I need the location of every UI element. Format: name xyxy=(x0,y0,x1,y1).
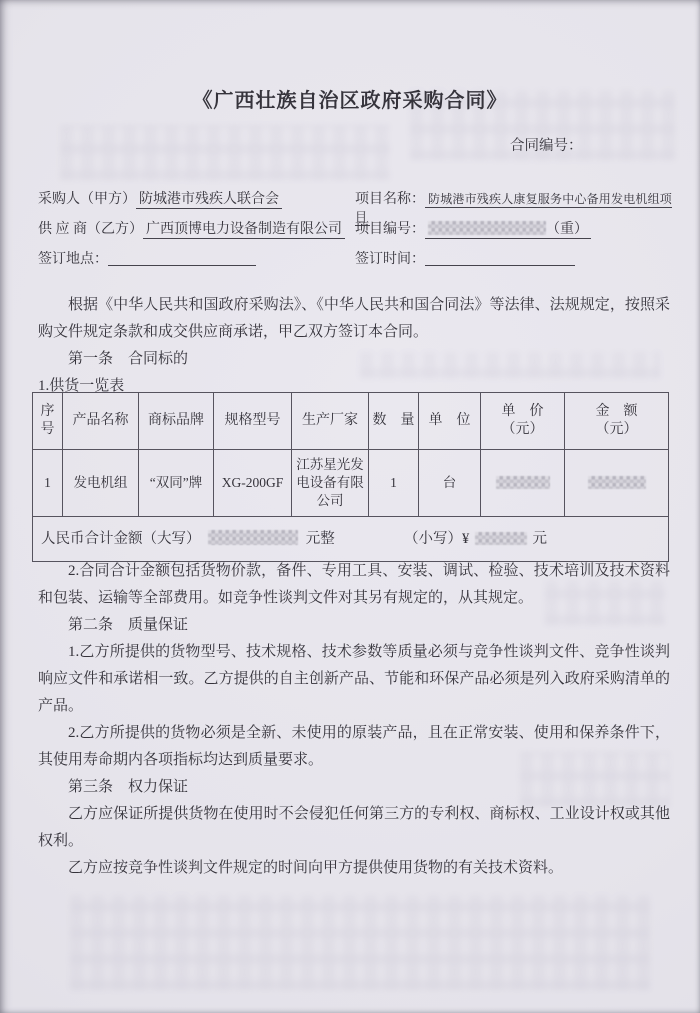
sign-time-blank xyxy=(425,251,575,266)
sign-place-label: 签订地点： xyxy=(38,252,108,267)
supplier-line xyxy=(38,218,355,238)
col-header-qty: 数 量 xyxy=(369,393,419,450)
total-amount-cell xyxy=(33,517,669,562)
supplier-label: 供 应 商（乙方） xyxy=(38,222,143,237)
col-header-unit: 单 位 xyxy=(419,393,481,450)
censored-amount-figures xyxy=(475,532,527,545)
clauses-block xyxy=(38,558,670,882)
bleed-through-ghosting xyxy=(70,895,650,990)
project-number-tail: （重） xyxy=(546,222,588,237)
censored-amount-words xyxy=(208,530,298,545)
cell-manufacturer: 江苏星光发电设备有限公司 xyxy=(292,450,369,517)
col-header-brand: 商标品牌 xyxy=(139,393,214,450)
article1-clause2: 2.合同合计金额包括货物价款，备件、专用工具、安装、调试、检验、技术培训及技术资料和包装、运输等全部费用。如竞争性谈判文件对其另有规定的，从其规定。 xyxy=(38,563,670,606)
project-number-value xyxy=(425,222,591,239)
total-small-suffix: 元 xyxy=(532,531,547,547)
document-title: 《广西壮族自治区政府采购合同》 xyxy=(192,90,508,112)
article3-clause1: 乙方应保证所提供货物在使用时不会侵犯任何第三方的专利权、商标权、工业设计权或其他权利。 xyxy=(38,806,670,849)
sign-time-label: 签订时间： xyxy=(355,252,425,267)
col-header-amount: 金 额 （元） xyxy=(565,393,669,450)
article3-heading: 第三条 权力保证 xyxy=(68,779,189,795)
col-header-product: 产品名称 xyxy=(63,393,139,450)
col-header-model: 规格型号 xyxy=(214,393,292,450)
party-row-3 xyxy=(38,248,672,268)
col-header-no: 序 号 xyxy=(33,393,63,450)
cell-product: 发电机组 xyxy=(63,450,139,517)
buyer-label: 采购人（甲方） xyxy=(38,192,136,207)
censored-project-number xyxy=(428,221,546,235)
table-row xyxy=(33,450,669,517)
intro-paragraph: 根据《中华人民共和国政府采购法》、《中华人民共和国合同法》等法律、法规规定，按照采购文件规定条款和成交供应商承诺，甲乙双方签订本合同。 xyxy=(38,297,670,340)
col-header-manufacturer: 生产厂家 xyxy=(292,393,369,450)
article2-clause2: 2.乙方所提供的货物必须是全新、未使用的原装产品，且在正常安装、使用和保养条件下，其使用寿命期内各项指标均达到质量要求。 xyxy=(38,725,670,768)
cell-qty: 1 xyxy=(369,450,419,517)
table-total-row xyxy=(33,517,669,562)
party-row-2 xyxy=(38,218,672,238)
project-number-label: 项目编号： xyxy=(355,222,425,237)
cell-amount xyxy=(565,450,669,517)
project-name-value: 防城港市残疾人康复服务中心备用发电机组项目 xyxy=(355,192,673,224)
cell-model: XG-200GF xyxy=(214,450,292,517)
censored-amount xyxy=(588,476,646,489)
cell-no: 1 xyxy=(33,450,63,517)
supply-list-title: 1.供货一览表 xyxy=(38,378,125,394)
total-words-label: 人民币合计金额（大写） xyxy=(41,531,201,547)
article2-heading: 第二条 质量保证 xyxy=(68,617,189,633)
sign-place-line xyxy=(38,248,355,268)
col-header-unit-price: 单 价 （元） xyxy=(481,393,565,450)
cell-unit: 台 xyxy=(419,450,481,517)
sign-time-line xyxy=(355,248,672,268)
supplier-value: 广西顶博电力设备制造有限公司 xyxy=(143,222,345,239)
bleed-through-ghosting xyxy=(60,125,390,180)
cell-unit-price xyxy=(481,450,565,517)
article2-clause1: 1.乙方所提供的货物型号、技术规格、技术参数等质量必须与竞争性谈判文件、竞争性谈判响应文件和承诺相一致。乙方提供的自主创新产品、节能和环保产品必须是列入政府采购清单的产品。 xyxy=(38,644,670,714)
contract-number-label: 合同编号： xyxy=(510,138,583,154)
article1-heading: 第一条 合同标的 xyxy=(68,351,189,367)
censored-unit-price xyxy=(496,476,550,489)
table-header-row xyxy=(33,393,669,450)
total-small-label: （小写）¥ xyxy=(404,531,470,547)
intro-block xyxy=(38,292,670,400)
buyer-value: 防城港市残疾人联合会 xyxy=(136,192,282,209)
project-number-line xyxy=(355,218,672,238)
total-words-suffix: 元整 xyxy=(305,531,335,547)
sign-place-blank xyxy=(108,251,256,266)
article3-clause2: 乙方应按竞争性谈判文件规定的时间向甲方提供使用货物的有关技术资料。 xyxy=(68,860,564,876)
cell-brand: “双同”牌 xyxy=(139,450,214,517)
project-name-label: 项目名称： xyxy=(355,192,425,207)
supply-list-table xyxy=(32,392,669,562)
